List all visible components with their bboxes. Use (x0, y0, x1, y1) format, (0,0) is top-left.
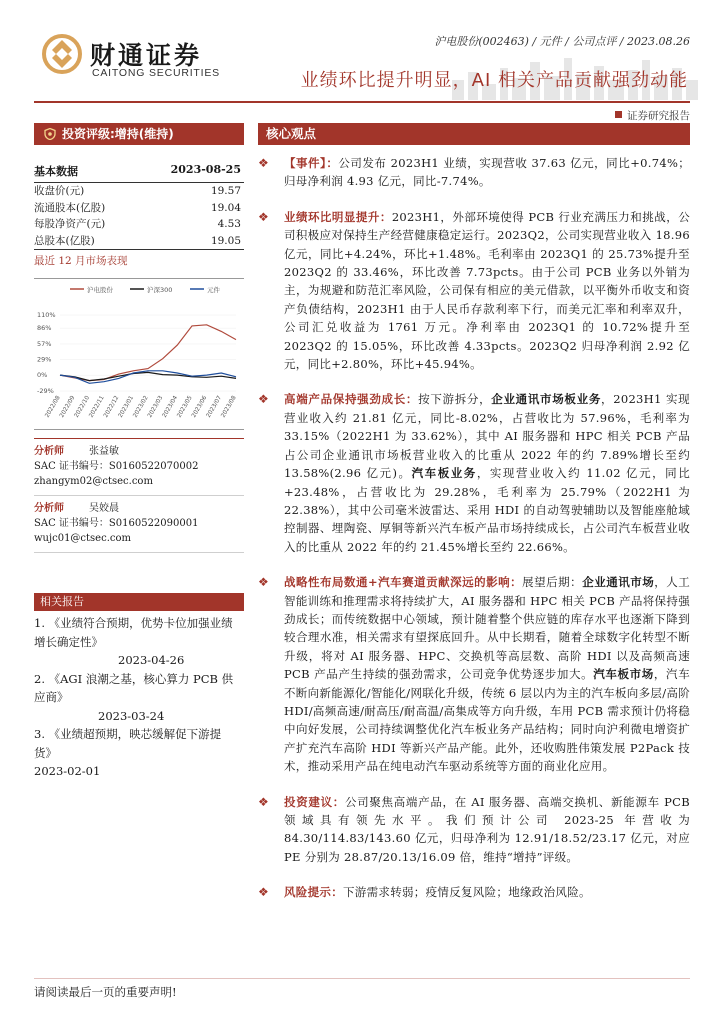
footer-rule (34, 978, 690, 979)
analyst-sac: SAC 证书编号：S0160522070002 (34, 461, 199, 472)
x-tick-label: 2023/04 (161, 395, 180, 419)
basic-data-row (34, 233, 244, 251)
x-tick-label: 2022/12 (103, 395, 121, 419)
basic-data-row (34, 216, 244, 233)
basic-data-value: 19.57 (210, 185, 241, 197)
diamond-bullet-icon: ❖ (258, 794, 270, 809)
analyst-divider (34, 552, 244, 553)
basic-data-value: 19.05 (210, 234, 241, 247)
core-point-bold: 企业通讯市场 (582, 575, 655, 590)
basic-data-label: 每股净资产(元) (34, 218, 106, 230)
core-point-body: ，汽车不断向新能源化/智能化/网联化升级，传统 6 层以内为主的汽车板向多层/高阶 HDI/高频高速/耐高压/耐高温/高集成等方向升级，车用 PCB 需求预计仍将稳中向好发展，公司持续调整优化汽车板业务产品结构；同时向沪利微电增资扩产扩充汽车高阶 HDI 等新兴产品产能。此外，还收购胜伟策发展 P2Pack 技术，推动采用产品在纯电动汽车驱动系统等方面的商业化应用。 (284, 667, 690, 774)
core-point-body: 展望后期： (522, 575, 583, 590)
core-point-title: 战略性布局数通+汽车赛道贡献深远的影响： (284, 575, 523, 590)
core-point-title: 风险提示： (284, 885, 343, 900)
report-type (615, 108, 690, 123)
diamond-bullet-icon: ❖ (258, 392, 270, 407)
rating-bar (34, 123, 244, 145)
core-point-item (258, 154, 690, 191)
analyst-divider (34, 495, 244, 496)
report-type-label: 证券研究报告 (627, 110, 690, 122)
diamond-bullet-icon: ❖ (258, 209, 270, 224)
analyst-block (34, 501, 244, 546)
analyst-block (34, 444, 244, 489)
core-point-bold: 汽车板业务 (411, 466, 477, 481)
core-point-title: 【事件】： (284, 156, 339, 170)
analyst-sac: SAC 证书编号：S0160522090001 (34, 518, 199, 529)
core-point-item (258, 883, 690, 901)
caitong-logo-icon (42, 34, 82, 74)
core-point-title: 高端产品保持强劲成长： (284, 392, 419, 407)
related-report-item[interactable] (34, 725, 234, 781)
x-tick-label: 2022/08 (44, 395, 62, 419)
core-point-title: 投资建议： (284, 794, 345, 809)
core-point-item (258, 208, 690, 374)
y-tick-label: 29% (37, 355, 52, 364)
related-report-title: 2. 《AGI 浪潮之基，核心算力 PCB 供应商》 (34, 671, 234, 704)
analyst-name: 张益敏 (89, 446, 119, 457)
related-report-title: 1. 《业绩符合预期，优势卡位加强业绩增长确定性》 (34, 616, 233, 649)
report-headline: 业绩环比提升明显，AI 相关产品贡献强劲动能 (300, 70, 688, 91)
brand-name-en: CAITONG SECURITIES (92, 67, 220, 79)
core-point-body: 2023H1，外部环境使得 PCB 行业充满压力和挑战，公司积极应对保持生产经营健康稳定运行。2023Q2，公司实现营业收入 18.96 亿元，同比+4.24%，环比+1.48%。毛利率由 2023Q1 的 25.73%提升至 2023Q2 的 33.46%，环比改善 7.73pcts。由于公司 PCB 业务以外销为主，为规避和防范汇率风险，公司保有相应的美元借款，以平衡外币收支和资产负债结构，2023H1 由于人民币存款利率下行，而美元汇率和利率双升，公司汇兑收益为 1761 万元。净利率由 2023Q1 的 10.72%提升至 2023Q2 的 15.05%，环比改善 4.33pcts。2023Q2 归母净利润 2.92 亿元，同比+2.80%，环比+45.94%。 (284, 209, 690, 372)
report-meta: 沪电股份(002463) / 元件 / 公司点评 / 2023.08.26 (434, 35, 690, 48)
x-tick-label: 2022/11 (88, 395, 106, 419)
performance-chart-svg (34, 279, 244, 429)
footer-disclaimer: 请阅读最后一页的重要声明! (34, 985, 177, 999)
basic-data-label: 收盘价(元) (34, 185, 85, 197)
core-point-body: ，实现营业收入约 11.02 亿元，同比+23.48%，占营收比为 29.28%，毛利率为 25.79%（2022H1 为 22.38%），其中公司毫米波雷达、采用 HDI 的自动驾驶辅助以及智能座舱域控制器、埋陶瓷、厚铜等新兴汽车板产品市场持续成长，占公司汽车板营业收入的比重从 2022 年的约 21.45%增长至约 22.66%。 (284, 466, 691, 554)
core-point-body: 公司发布 2023H1 业绩，实现营收 37.63 亿元，同比+0.74%；归母净利润 4.93 亿元，同比-7.74%。 (284, 156, 690, 189)
x-tick-label: 2023/07 (205, 395, 224, 419)
basic-data-value: 4.53 (217, 218, 241, 230)
related-report-item[interactable] (34, 670, 234, 726)
core-point-title: 业绩环比明显提升： (284, 209, 392, 224)
analyst-name: 吴姣晨 (89, 503, 119, 514)
square-bullet-icon (615, 111, 622, 118)
basic-data-row (34, 200, 244, 217)
basic-data-label: 总股本(亿股) (34, 234, 95, 247)
core-point-item (258, 793, 690, 867)
core-point-item (258, 390, 690, 556)
left-sidebar (34, 123, 244, 781)
diamond-bullet-icon: ❖ (258, 156, 270, 170)
x-tick-label: 2023/03 (147, 395, 165, 419)
y-tick-label: 110% (37, 311, 56, 319)
x-tick-label: 2022/10 (73, 395, 92, 419)
core-point-body: 按下游拆分， (418, 392, 492, 407)
related-reports-title: 相关报告 (34, 593, 244, 611)
related-report-item[interactable] (34, 614, 234, 670)
main-content (258, 123, 690, 902)
analyst-email[interactable]: zhangym02@ctsec.com (34, 476, 153, 487)
rating-label: 投资评级:增持(维持) (62, 127, 174, 141)
legend-label: 沪电股份 (87, 286, 113, 294)
x-tick-label: 2022/09 (59, 395, 77, 419)
related-report-date: 2023-03-24 (98, 708, 165, 723)
legend-label: 元件 (207, 286, 220, 294)
core-point-body: ，2023H1 实现营业收入约 21.81 亿元，同比-8.02%，占营收比为 57.96%，毛利率为 33.15%（2022H1 为 33.62%），其中 AI 服务器和 HPC 相关 PCB 产品占公司企业通讯市场板营业收入的比重从 2022 年的约 7.89%增长至约 13.58%(2.96 亿元)。 (284, 392, 690, 481)
header-rule (34, 101, 690, 103)
core-point-bold: 汽车板市场 (593, 667, 654, 682)
performance-chart (34, 278, 244, 430)
basic-data-header (34, 163, 244, 183)
market-performance-title: 最近 12 月市场表现 (34, 255, 128, 267)
basic-data-row (34, 183, 244, 200)
brand-name-cn: 财通证券 (90, 41, 203, 70)
core-point-body: ，人工智能训练和推理需求将持续扩大，AI 服务器和 HPC 相关 PCB 产品将保持强劲成长；而传统数据中心领域，预计随着整个供应链的库存水平也逐渐下降到较合理水准，相关需求有望探底回升。从中长期看，随着全球数字化转型不断升级，将对 AI 服务器、HPC、交换机等高层数、高阶 HDI 以及高频高速 PCB 产品产生持续的强劲需求，公司竞争优势逐步加大。 (284, 575, 691, 682)
core-point-body: 公司聚焦高端产品，在 AI 服务器、高端交换机、新能源车 PCB 领域具有领先水平。我们预计公司 2023-25 年营收为 84.30/114.83/143.60 亿元，归母净利为 12.91/18.52/23.17 亿元，对应 PE 分别为 28.87/20.13/16.09 倍，维持“增持”评级。 (284, 794, 690, 864)
core-point-item (258, 573, 690, 775)
y-tick-label: 86% (37, 324, 52, 333)
core-point-body: 下游需求转弱；疫情反复风险；地缘政治风险。 (343, 885, 591, 900)
x-tick-label: 2023/06 (191, 395, 209, 419)
report-header (0, 0, 724, 122)
core-point-bold: 企业通讯市场板业务 (491, 392, 602, 407)
core-views-title: 核心观点 (258, 123, 690, 145)
analyst-role: 分析师 (34, 446, 64, 457)
y-tick-label: 57% (37, 339, 52, 348)
analyst-divider (34, 438, 244, 439)
diamond-bullet-icon: ❖ (258, 885, 270, 900)
related-report-title: 3. 《业绩超预期，映芯缓解促下游提货》 (34, 727, 222, 760)
x-tick-label: 2023/05 (176, 395, 194, 419)
y-tick-label: 0% (37, 371, 48, 380)
related-report-date: 2023-02-01 (34, 764, 101, 778)
basic-data-title: 基本数据 (34, 165, 78, 178)
legend-label: 沪深300 (147, 286, 173, 294)
diamond-bullet-icon: ❖ (258, 575, 270, 590)
related-reports-list (34, 614, 244, 781)
basic-data-value: 19.04 (210, 201, 241, 214)
shield-icon (44, 128, 56, 140)
related-report-date: 2023-04-26 (118, 653, 185, 667)
basic-data-date: 2023-08-25 (170, 163, 241, 176)
series-line (60, 372, 236, 380)
analyst-email[interactable]: wujc01@ctsec.com (34, 533, 131, 544)
x-tick-label: 2023/08 (220, 395, 238, 419)
x-tick-label: 2023/02 (132, 395, 150, 419)
basic-data-label: 流通股本(亿股) (34, 201, 106, 214)
y-tick-label: -29% (37, 387, 54, 395)
x-tick-label: 2023/01 (117, 395, 136, 419)
analyst-role: 分析师 (34, 503, 64, 514)
